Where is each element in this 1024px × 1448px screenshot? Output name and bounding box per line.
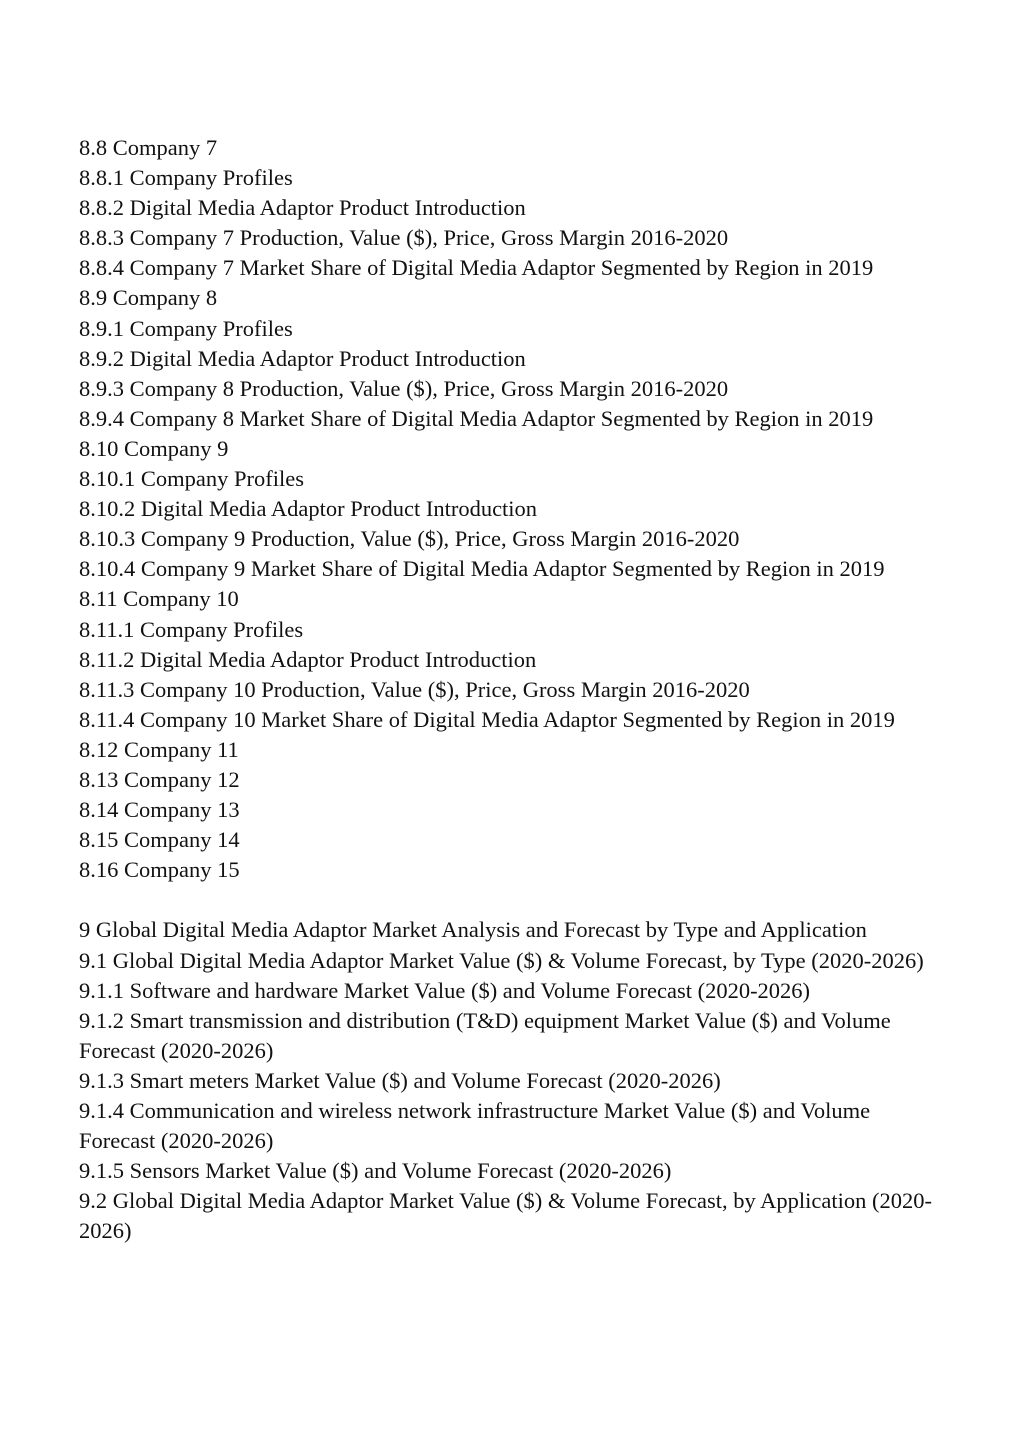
toc-entry: 8.9.2 Digital Media Adaptor Product Introduction xyxy=(79,345,526,371)
toc-entry: 8.9.1 Company Profiles xyxy=(79,315,293,341)
toc-entry: 8.8.4 Company 7 Market Share of Digital Media Adaptor Segmented by Region in 2019 xyxy=(79,255,874,281)
toc-entry: 9.2 Global Digital Media Adaptor Market Value ($) & Volume Forecast, by Application (2020-2026) xyxy=(79,1188,932,1244)
toc-entry: 8.9.3 Company 8 Production, Value ($), Price, Gross Margin 2016-2020 xyxy=(79,375,729,401)
toc-entry: 8.10 Company 9 xyxy=(79,435,229,461)
toc-entry: 8.11.4 Company 10 Market Share of Digital Media Adaptor Segmented by Region in 2019 xyxy=(79,706,895,732)
toc-entry: 8.8.2 Digital Media Adaptor Product Introduction xyxy=(79,195,526,221)
toc-entry: 8.9.4 Company 8 Market Share of Digital Media Adaptor Segmented by Region in 2019 xyxy=(79,405,874,431)
table-of-contents xyxy=(79,133,949,1246)
toc-entry: 8.11.1 Company Profiles xyxy=(79,616,304,642)
toc-entry: 9.1.4 Communication and wireless network infrastructure Market Value ($) and Volume Forecast (2020-2026) xyxy=(79,1098,871,1154)
toc-entry: 8.16 Company 15 xyxy=(79,857,240,883)
toc-entry: 9.1 Global Digital Media Adaptor Market Value ($) & Volume Forecast, by Type (2020-2026) xyxy=(79,947,924,973)
toc-entry: 8.11.2 Digital Media Adaptor Product Introduction xyxy=(79,646,537,672)
toc-entry: 8.12 Company 11 xyxy=(79,736,239,762)
toc-entry: 8.10.4 Company 9 Market Share of Digital Media Adaptor Segmented by Region in 2019 xyxy=(79,556,885,582)
toc-entry: 8.15 Company 14 xyxy=(79,827,240,853)
toc-entry: 8.10.3 Company 9 Production, Value ($), Price, Gross Margin 2016-2020 xyxy=(79,526,740,552)
toc-entry: 8.11.3 Company 10 Production, Value ($), Price, Gross Margin 2016-2020 xyxy=(79,676,750,702)
toc-entry: 8.10.2 Digital Media Adaptor Product Introduction xyxy=(79,496,538,522)
toc-entry: 9.1.2 Smart transmission and distribution (T&D) equipment Market Value ($) and Volume Forecast (2020-2026) xyxy=(79,1007,891,1063)
toc-entry: 8.8.1 Company Profiles xyxy=(79,165,293,191)
toc-entry: 8.14 Company 13 xyxy=(79,797,240,823)
toc-entry: 8.10.1 Company Profiles xyxy=(79,466,304,492)
toc-entry: 8.11 Company 10 xyxy=(79,586,239,612)
toc-entry: 8.13 Company 12 xyxy=(79,766,240,792)
toc-entry: 9.1.1 Software and hardware Market Value ($) and Volume Forecast (2020-2026) xyxy=(79,977,811,1003)
section-gap xyxy=(79,885,949,915)
toc-heading: 9 Global Digital Media Adaptor Market Analysis and Forecast by Type and Application xyxy=(79,917,867,943)
toc-entry: 8.8 Company 7 xyxy=(79,135,218,160)
toc-entry: 8.8.3 Company 7 Production, Value ($), Price, Gross Margin 2016-2020 xyxy=(79,225,729,251)
toc-entry: 9.1.5 Sensors Market Value ($) and Volume Forecast (2020-2026) xyxy=(79,1158,672,1184)
toc-entry: 8.9 Company 8 xyxy=(79,285,218,311)
toc-entry: 9.1.3 Smart meters Market Value ($) and Volume Forecast (2020-2026) xyxy=(79,1067,721,1093)
